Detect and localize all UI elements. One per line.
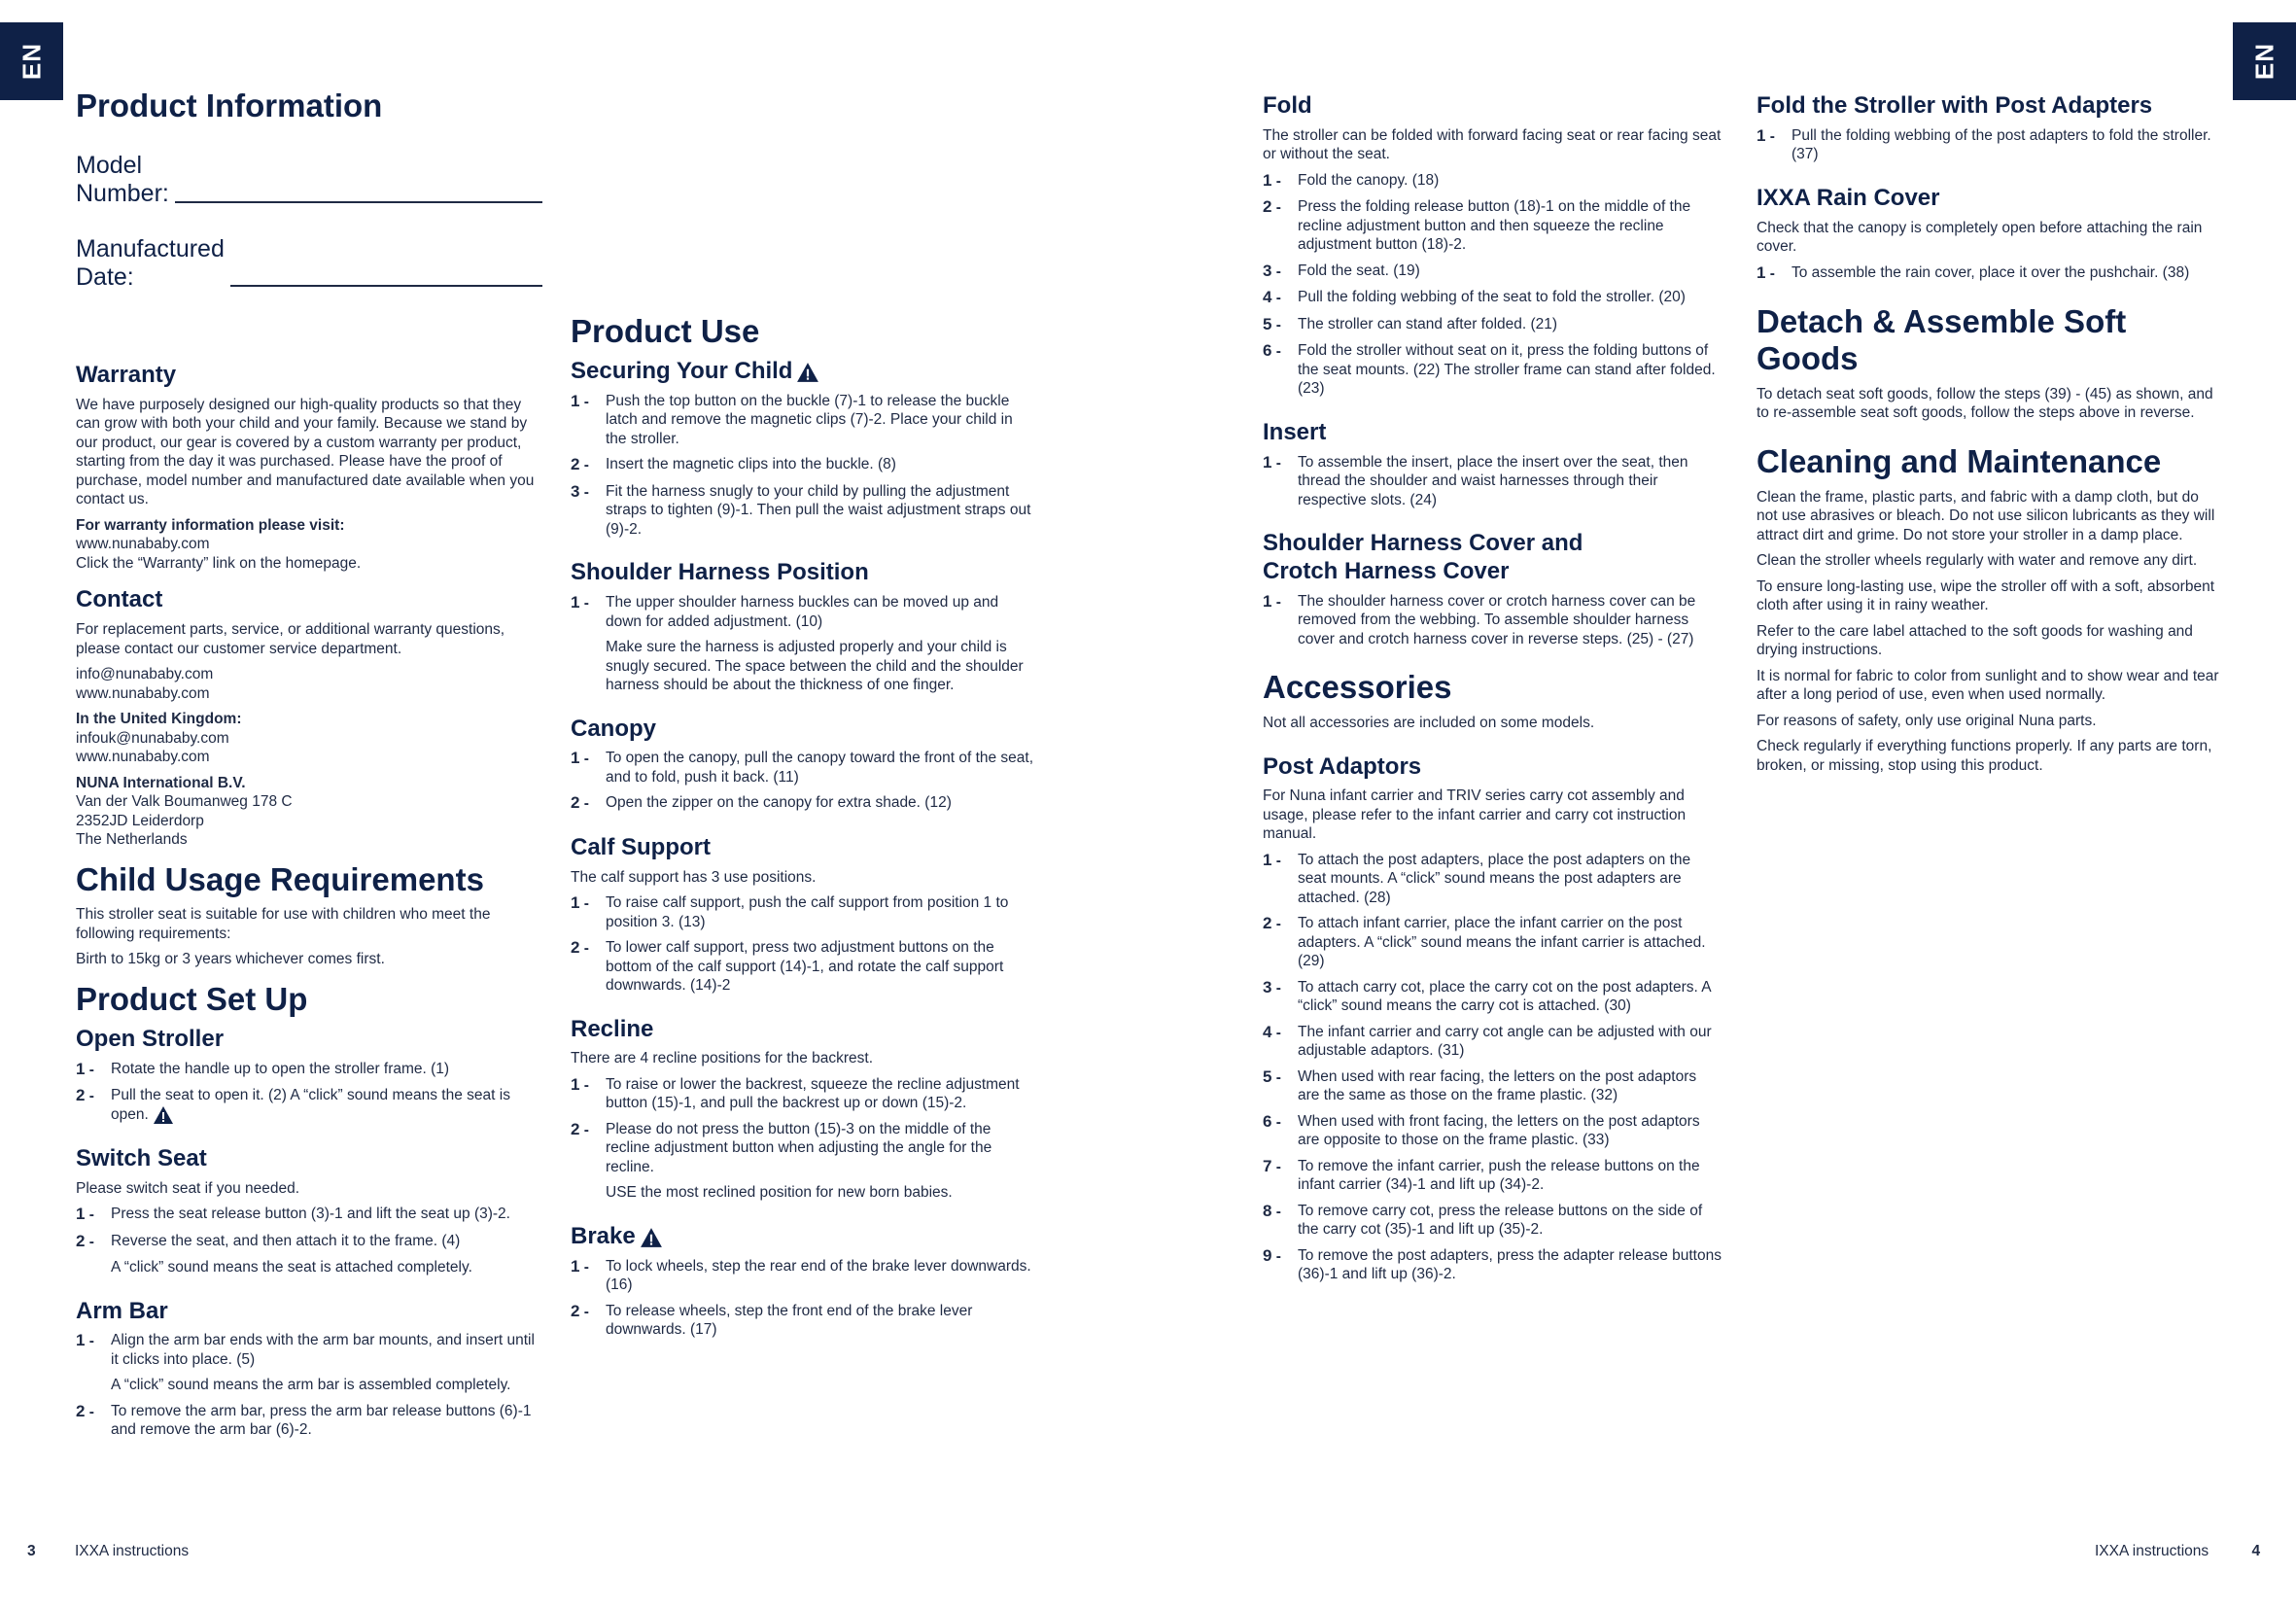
shoulder-harness-title: Shoulder Harness Position: [571, 559, 869, 586]
address-line-2: 2352JD Leiderdorp: [76, 812, 204, 829]
list-item: 2 - Insert the magnetic clips into the buckle. (8): [571, 455, 896, 474]
list-item: 1 - Rotate the handle up to open the stroller frame. (1): [76, 1059, 450, 1078]
child-usage-title: Child Usage Requirements: [76, 860, 484, 897]
soft-goods-text: To detach seat soft goods, follow the steps (39) - (45) as shown, and to re-assemble seat soft goods, follow the steps above in reverse.: [1757, 385, 2213, 422]
warning-icon: [796, 362, 819, 383]
calf-support-intro: The calf support has 3 use positions.: [571, 868, 817, 886]
manufactured-date-label: Manufactured Date:: [76, 234, 225, 291]
product-information-title: Product Information: [76, 87, 383, 123]
product-setup-title: Product Set Up: [76, 980, 308, 1017]
manufactured-date-line: [230, 285, 542, 287]
list-item: 1 - To assemble the rain cover, place it over the pushchair. (38): [1757, 262, 2190, 282]
page-number: 4: [2251, 1543, 2261, 1559]
contact-title: Contact: [76, 586, 163, 613]
column-1: [76, 87, 542, 1447]
recline-title: Recline: [571, 1015, 654, 1042]
switch-seat-title: Switch Seat: [76, 1144, 207, 1171]
footer-left: [27, 1543, 189, 1560]
accessories-title: Accessories: [1263, 669, 1452, 706]
uk-email[interactable]: infouk@nunababy.com: [76, 729, 229, 747]
list-item: 1 - Push the top button on the buckle (7)-1 to release the buckle latch and remove the magnetic clips (7)-2. Place your child in the stroller.: [571, 391, 1013, 447]
address-line-1: Van der Valk Boumanweg 178 C: [76, 793, 293, 811]
list-item: 1 - Fold the canopy. (18): [1263, 170, 1440, 190]
contact-uk: [76, 710, 542, 767]
list-item: 5 - The stroller can stand after folded. (21): [1263, 314, 1558, 333]
post-adaptors-intro: For Nuna infant carrier and TRIV series carry cot assembly and usage, please refer to the infant carrier and carry cot instruction manual.: [1263, 787, 1687, 843]
list-item: 8 - To remove carry cot, press the release buttons on the side of the carry cot (35)-1 and lift up (35)-2.: [1263, 1201, 1703, 1239]
warranty-info: [76, 516, 542, 574]
open-stroller-title: Open Stroller: [76, 1025, 225, 1052]
cleaning-paragraph: It is normal for fabric to color from sunlight and to show wear and tear after a long period of use, even when used normally.: [1757, 667, 2219, 704]
list-item: 2 - To attach infant carrier, place the infant carrier on the post adapters. A “click” sound means the infant carrier is attached. (29): [1263, 914, 1706, 970]
accessories-text: Not all accessories are included on some models.: [1263, 715, 1595, 732]
arm-bar-title: Arm Bar: [76, 1297, 168, 1324]
contact-links: [76, 665, 542, 703]
rain-cover-text: Check that the canopy is completely open before attaching the rain cover.: [1757, 219, 2203, 256]
warranty-click-text: Click the “Warranty” link on the homepage.: [76, 554, 362, 572]
list-item: 1 - To lock wheels, step the rear end of the brake lever downwards. (16): [571, 1256, 1031, 1294]
cleaning-paragraph: Clean the stroller wheels regularly with water and remove any dirt.: [1757, 552, 2198, 570]
cleaning-paragraph: To ensure long-lasting use, wipe the stroller off with a soft, absorbent cloth after using it in rainy weather.: [1757, 577, 2215, 614]
list-item: 5 - When used with rear facing, the letters on the post adaptors are the same as those on the frame plastic. (32): [1263, 1066, 1697, 1104]
column-3: [1263, 92, 1722, 1291]
footer-title: IXXA instructions: [74, 1543, 190, 1559]
cleaning-paragraph: Refer to the care label attached to the soft goods for washing and drying instructions.: [1757, 622, 2193, 659]
list-item: 1 - Pull the folding webbing of the post adapters to fold the stroller. (37): [1757, 125, 2211, 163]
list-item: 2 - Reverse the seat, and then attach it to the frame. (4): [76, 1231, 461, 1250]
column-2: [571, 313, 1037, 1346]
list-item: 2 - Please do not press the button (15)-3 on the middle of the recline adjustment button when adjusting the angle for the recline.: [571, 1119, 992, 1175]
language-label: EN: [2249, 42, 2279, 81]
securing-child-title: Securing Your Child: [571, 358, 1037, 386]
child-usage-text: This stroller seat is suitable for use with children who meet the following requirements:: [76, 906, 491, 942]
child-usage-requirement: Birth to 15kg or 3 years whichever comes first.: [76, 951, 385, 968]
switch-seat-intro: Please switch seat if you needed.: [76, 1179, 300, 1197]
contact-email[interactable]: info@nunababy.com: [76, 666, 214, 683]
list-item: 2 - Pull the seat to open it. (2) A “click” sound means the seat is open.: [76, 1086, 510, 1123]
footer-title: IXXA instructions: [2095, 1543, 2209, 1559]
insert-title: Insert: [1263, 418, 1327, 445]
fold-post-title: Fold the Stroller with Post Adapters: [1757, 92, 2153, 119]
footer-right: [2095, 1543, 2260, 1560]
list-item: 3 - To attach carry cot, place the carry cot on the post adapters. A “click” sound means the carry cot is attached. (30): [1263, 977, 1711, 1015]
list-item: 3 - Fold the seat. (19): [1263, 261, 1420, 280]
list-item: 4 - Pull the folding webbing of the seat to fold the stroller. (20): [1263, 288, 1686, 307]
warning-icon: [153, 1105, 174, 1125]
warning-icon: [640, 1227, 663, 1248]
list-item: 1 - Align the arm bar ends with the arm bar mounts, and insert until it clicks into place. (5): [76, 1331, 535, 1368]
contact-url[interactable]: www.nunababy.com: [76, 684, 210, 702]
list-item: 2 - To remove the arm bar, press the arm bar release buttons (6)-1 and remove the arm bar (6)-2.: [76, 1401, 532, 1439]
list-item: 4 - The infant carrier and carry cot angle can be adjusted with our adjustable adaptors. (31): [1263, 1022, 1712, 1060]
page-number: 3: [27, 1543, 36, 1559]
list-item: 2 - To release wheels, step the front end of the brake lever downwards. (17): [571, 1301, 973, 1339]
uk-label: In the United Kingdom:: [76, 711, 242, 728]
list-item: 7 - To remove the infant carrier, push the release buttons on the infant carrier (34)-1 and lift up (34)-2.: [1263, 1156, 1700, 1194]
shoulder-harness-note: Make sure the harness is adjusted properly and your child is snugly secured. The space between the child and the shoulder harness should be about the thickness of one finger.: [606, 639, 1024, 694]
model-number-label: Model Number:: [76, 151, 169, 207]
recline-intro: There are 4 recline positions for the backrest.: [571, 1050, 874, 1067]
switch-seat-note: A “click” sound means the seat is attached completely.: [111, 1259, 472, 1276]
list-item: 1 - The shoulder harness cover or crotch harness cover can be removed from the webbing. To assemble shoulder harness cover and crotch harness cover in reverse steps. (25) - (27): [1263, 591, 1696, 647]
list-item: 1 - The upper shoulder harness buckles can be moved up and down for added adjustment. (10): [571, 593, 999, 630]
list-item: 3 - Fit the harness snugly to your child by pulling the adjustment straps to tighten (9)-1. Then pull the waist adjustment straps out (9)-2.: [571, 481, 1031, 538]
product-use-title: Product Use: [571, 313, 760, 349]
list-item: 1 - To open the canopy, pull the canopy toward the front of the seat, and to fold, push it back. (11): [571, 749, 1034, 786]
manufactured-date-field: [76, 235, 542, 292]
list-item: 2 - To lower calf support, press two adjustment buttons on the bottom of the calf support (14)-1, and rotate the calf support downwards. (14)-2: [571, 938, 1004, 995]
list-item: 2 - Press the folding release button (18)-1 on the middle of the recline adjustment button and then squeeze the recline adjustment button (18)-2.: [1263, 197, 1691, 254]
company-name: NUNA International B.V.: [76, 774, 246, 791]
contact-text: For replacement parts, service, or additional warranty questions, please contact our customer service department.: [76, 621, 505, 657]
canopy-title: Canopy: [571, 715, 657, 742]
language-label: EN: [17, 42, 46, 81]
warranty-title: Warranty: [76, 361, 177, 388]
recline-note: USE the most reclined position for new born babies.: [606, 1184, 953, 1202]
list-item: 9 - To remove the post adapters, press the adapter release buttons (36)-1 and lift up (36)-2.: [1263, 1245, 1722, 1283]
cleaning-paragraph: Clean the frame, plastic parts, and fabric with a damp cloth, but do not use abrasives or bleach. Do not use silicon lubricants as they will attract dirt and grime. Do not store your stroller in a damp place.: [1757, 488, 2215, 543]
rain-cover-title: IXXA Rain Cover: [1757, 184, 1940, 211]
cleaning-title: Cleaning and Maintenance: [1757, 442, 2162, 479]
language-tab-right: [2233, 22, 2296, 100]
post-adaptors-title: Post Adaptors: [1263, 752, 1422, 780]
fold-intro: The stroller can be folded with forward facing seat or rear facing seat or without the seat.: [1263, 126, 1722, 163]
cleaning-paragraph: For reasons of safety, only use original Nuna parts.: [1757, 712, 2097, 729]
list-item: 1 - To attach the post adapters, place the post adapters on the seat mounts. A “click” sound means the post adapters are attached. (28): [1263, 850, 1691, 906]
list-item: 2 - Open the zipper on the canopy for extra shade. (12): [571, 793, 952, 813]
list-item: 1 - Press the seat release button (3)-1 and lift the seat up (3)-2.: [76, 1205, 510, 1223]
uk-url[interactable]: www.nunababy.com: [76, 749, 210, 766]
list-item: 1 - To raise calf support, push the calf support from position 1 to position 3. (13): [571, 893, 1009, 930]
model-number-line: [175, 201, 542, 203]
arm-bar-note: A “click” sound means the arm bar is assembled completely.: [111, 1377, 511, 1394]
column-4: [1757, 92, 2221, 782]
calf-support-title: Calf Support: [571, 833, 711, 860]
warranty-url[interactable]: www.nunababy.com: [76, 536, 210, 553]
list-item: 1 - To assemble the insert, place the insert over the seat, then thread the shoulder and waist harnesses through their respective slots. (24): [1263, 452, 1688, 508]
list-item: 6 - When used with front facing, the letters on the post adaptors are opposite to those on the frame plastic. (33): [1263, 1111, 1700, 1149]
shoulder-cover-title: Shoulder Harness Cover and Crotch Harness Cover: [1263, 530, 1583, 584]
list-item: 1 - To raise or lower the backrest, squeeze the recline adjustment button (15)-1, and pull the backrest up or down (15)-2.: [571, 1074, 1020, 1112]
cleaning-paragraph: Check regularly if everything functions properly. If any parts are torn, broken, or missing, stop using this product.: [1757, 738, 2212, 774]
warranty-text: We have purposely designed our high-quality products so that they can grow with both your child and your family. Because we stand by our product, our gear is covered by a custom warranty per product, starting from the day it was purchased. Please have the proof of purchase, model number and manufactured date available when you contact us.: [76, 396, 535, 508]
address-line-3: The Netherlands: [76, 831, 188, 849]
brake-title: Brake: [571, 1223, 1037, 1251]
soft-goods-title: Detach & Assemble Soft Goods: [1757, 303, 2127, 377]
warranty-visit-label: For warranty information please visit:: [76, 516, 345, 534]
fold-title: Fold: [1263, 92, 1312, 119]
list-item: 6 - Fold the stroller without seat on it, press the folding buttons of the seat mounts. (22) The stroller frame can stand after folded. (23): [1263, 341, 1716, 398]
company-address: [76, 774, 542, 850]
language-tab-left: [0, 22, 63, 100]
model-number-field: [76, 152, 542, 208]
